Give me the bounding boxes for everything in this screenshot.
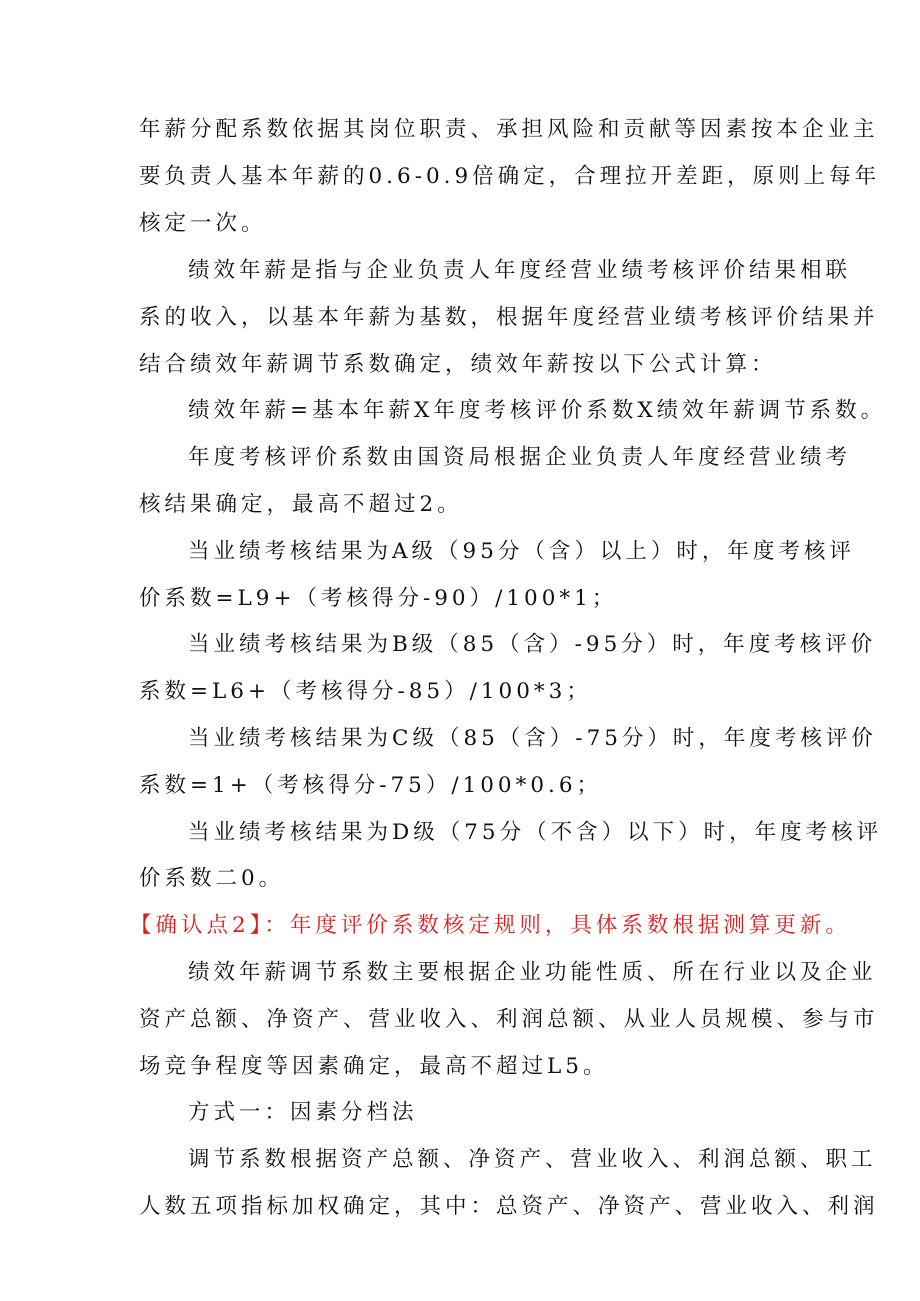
paragraph-line: 要负责人基本年薪的0.6-0.9倍确定，合理拉开差距，原则上每年 — [139, 164, 881, 189]
paragraph-line: 结合绩效年薪调节系数确定，绩效年薪按以下公式计算： — [139, 352, 777, 377]
paragraph-line: 核定一次。 — [139, 211, 267, 236]
section-heading: 方式一：因素分档法 — [188, 1100, 418, 1125]
paragraph-line: 绩效年薪调节系数主要根据企业功能性质、所在行业以及企业 — [188, 960, 877, 985]
paragraph-line: 当业绩考核结果为A级（95分（含）以上）时，年度考核评 — [188, 539, 855, 564]
paragraph-line: 人数五项指标加权确定，其中：总资产、净资产、营业收入、利润 — [139, 1194, 879, 1219]
paragraph-line: 价系数=L9+（考核得分-90）/100*1； — [139, 586, 618, 611]
paragraph-line: 绩效年薪是指与企业负责人年度经营业绩考核评价结果相联 — [188, 258, 852, 283]
paragraph-line: 核结果确定，最高不超过2。 — [139, 492, 463, 517]
paragraph-line: 年薪分配系数依据其岗位职责、承担风险和贡献等因素按本企业主 — [139, 117, 879, 142]
paragraph-line: 调节系数根据资产总额、净资产、营业收入、利润总额、职工 — [188, 1147, 877, 1172]
paragraph-line: 当业绩考核结果为D级（75分（不含）以下）时，年度考核评 — [188, 820, 883, 845]
paragraph-line: 年度考核评价系数由国资局根据企业负责人年度经营业绩考 — [188, 445, 852, 470]
paragraph-line: 系数=1+（考核得分-75）/100*0.6； — [139, 773, 603, 798]
paragraph-line: 资产总额、净资产、营业收入、利润总额、从业人员规模、参与市 — [139, 1007, 879, 1032]
paragraph-line: 当业绩考核结果为C级（85（含）-75分）时，年度考核评价 — [188, 726, 877, 751]
formula-line: 绩效年薪=基本年薪X年度考核评价系数X绩效年薪调节系数。 — [188, 398, 887, 423]
paragraph-line: 系的收入，以基本年薪为基数，根据年度经营业绩考核评价结果并 — [139, 305, 879, 330]
paragraph-line: 价系数二0。 — [139, 866, 285, 891]
confirmation-note: 【确认点2】：年度评价系数核定规则，具体系数根据测算更新。 — [130, 913, 851, 938]
paragraph-line: 当业绩考核结果为B级（85（含）-95分）时，年度考核评价 — [188, 632, 877, 657]
paragraph-line: 场竞争程度等因素确定，最高不超过L5。 — [139, 1054, 609, 1079]
paragraph-line: 系数=L6+（考核得分-85）/100*3； — [139, 679, 592, 704]
